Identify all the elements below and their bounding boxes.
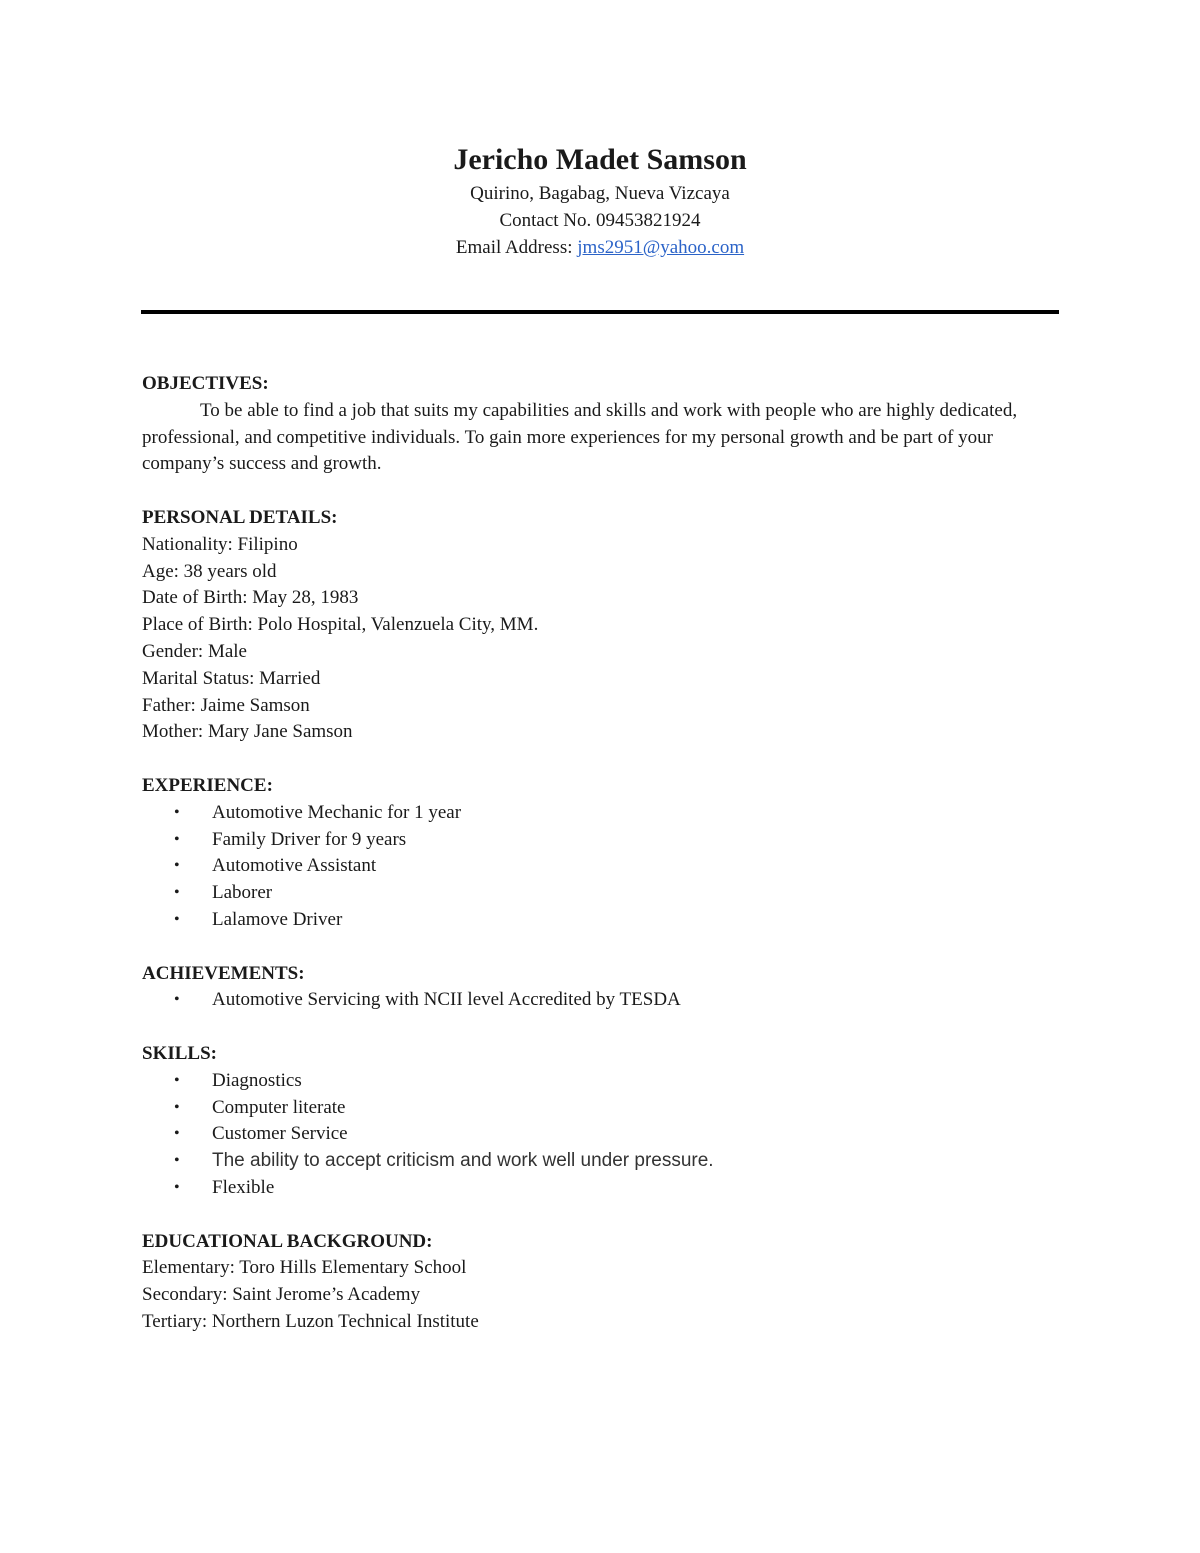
experience-list <box>142 800 1052 934</box>
education-line: Secondary: Saint Jerome’s Academy <box>142 1284 421 1306</box>
list-item <box>142 853 1052 880</box>
bullet-icon: • <box>174 1071 180 1089</box>
list-item <box>142 1148 1052 1175</box>
experience-title: EXPERIENCE: <box>142 774 273 796</box>
applicant-name: Jericho Madet Samson <box>453 143 747 176</box>
bullet-icon: • <box>174 803 180 821</box>
experience-item: Automotive Mechanic for 1 year <box>212 801 462 823</box>
list-item <box>142 800 1052 827</box>
experience-section <box>142 773 1052 934</box>
bullet-icon: • <box>174 857 180 875</box>
list-item <box>142 827 1052 854</box>
email-link[interactable]: jms2951@yahoo.com <box>577 237 745 258</box>
personal-details-section <box>142 505 1052 746</box>
bullet-icon: • <box>174 830 180 848</box>
list-item <box>142 907 1052 934</box>
personal-detail-line: Age: 38 years old <box>142 560 277 582</box>
education-title: EDUCATIONAL BACKGROUND: <box>142 1230 433 1252</box>
personal-detail-line: Mother: Mary Jane Samson <box>142 721 353 743</box>
list-item <box>142 987 1052 1014</box>
email-line <box>0 234 1200 261</box>
skill-item: Diagnostics <box>212 1069 302 1091</box>
email-label: Email Address: <box>455 237 578 258</box>
achievements-list <box>142 987 1052 1014</box>
experience-item: Lalamove Driver <box>212 908 343 930</box>
personal-detail-line: Father: Jaime Samson <box>142 694 310 716</box>
skill-item: Customer Service <box>212 1123 348 1145</box>
bullet-icon: • <box>174 1152 180 1170</box>
personal-detail-line: Nationality: Filipino <box>142 533 298 555</box>
header-divider <box>141 310 1059 314</box>
skill-item: Flexible <box>212 1176 275 1198</box>
personal-detail-line: Marital Status: Married <box>142 667 321 689</box>
bullet-icon: • <box>174 1125 180 1143</box>
contact-number: Contact No. 09453821924 <box>499 210 701 231</box>
education-line: Elementary: Toro Hills Elementary School <box>142 1257 467 1279</box>
skill-item: Computer literate <box>212 1096 346 1118</box>
address: Quirino, Bagabag, Nueva Vizcaya <box>470 183 730 204</box>
education-section <box>142 1229 1052 1336</box>
skills-list <box>142 1068 1052 1202</box>
personal-details-title: PERSONAL DETAILS: <box>142 506 338 528</box>
skill-item: The ability to accept criticism and work well under pressure. <box>212 1150 714 1172</box>
education-line: Tertiary: Northern Luzon Technical Institute <box>142 1310 479 1332</box>
resume-header <box>0 140 1200 261</box>
skills-title: SKILLS: <box>142 1042 217 1064</box>
personal-detail-line: Date of Birth: May 28, 1983 <box>142 587 359 609</box>
bullet-icon: • <box>174 1098 180 1116</box>
experience-item: Automotive Assistant <box>212 855 377 877</box>
objectives-title: OBJECTIVES: <box>142 373 269 394</box>
skills-section <box>142 1041 1052 1202</box>
list-item <box>142 880 1052 907</box>
achievements-section <box>142 961 1052 1015</box>
experience-item: Laborer <box>212 882 273 904</box>
list-item <box>142 1175 1052 1202</box>
achievements-title: ACHIEVEMENTS: <box>142 962 305 984</box>
experience-item: Family Driver for 9 years <box>212 828 407 850</box>
personal-detail-line: Place of Birth: Polo Hospital, Valenzuela City, MM. <box>142 614 539 636</box>
objectives-text: To be able to find a job that suits my capabilities and skills and work with people who are highly dedicated, professional, and competitive individuals. To gain more experiences for my personal growth and be part of your company’s success and growth. <box>142 399 1018 475</box>
bullet-icon: • <box>174 991 180 1009</box>
bullet-icon: • <box>174 884 180 902</box>
bullet-icon: • <box>174 910 180 928</box>
bullet-icon: • <box>174 1178 180 1196</box>
list-item <box>142 1121 1052 1148</box>
personal-detail-line: Gender: Male <box>142 640 247 662</box>
resume-body <box>142 371 1052 1362</box>
achievement-item: Automotive Servicing with NCII level Accredited by TESDA <box>212 989 681 1011</box>
list-item <box>142 1068 1052 1095</box>
list-item <box>142 1095 1052 1122</box>
objectives-section <box>142 371 1052 478</box>
